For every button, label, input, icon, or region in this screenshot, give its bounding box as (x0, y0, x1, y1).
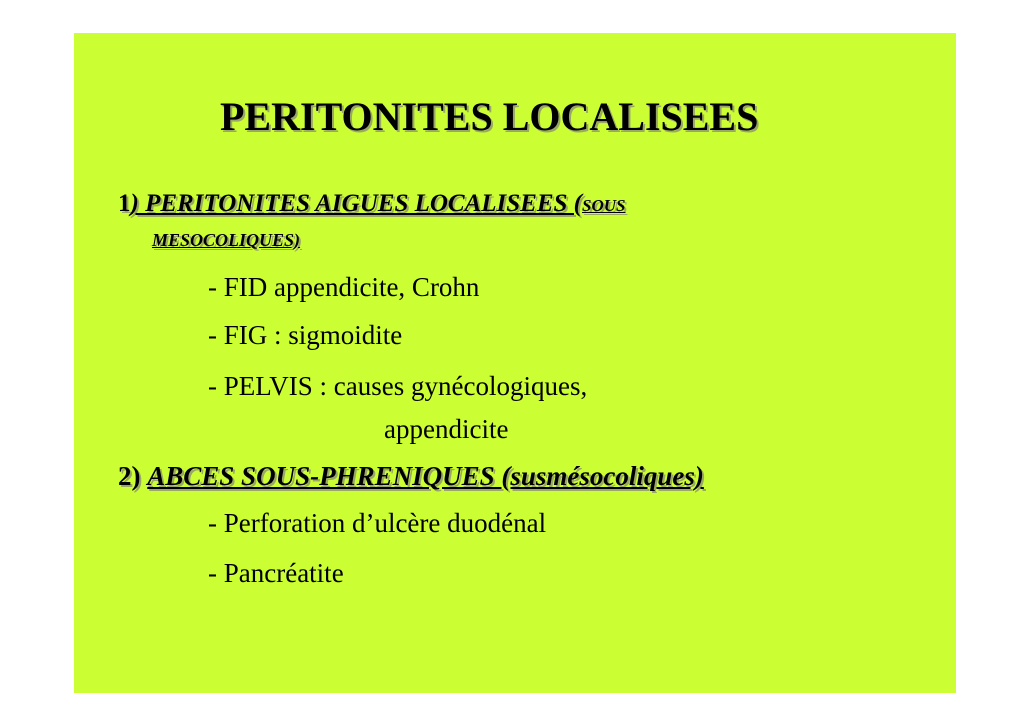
section1-heading-small: SOUS (582, 196, 626, 215)
section1-item-pelvis: - PELVIS : causes gynécologiques, (208, 371, 588, 401)
slide-title: PERITONITES LOCALISEES (220, 94, 759, 139)
section1-heading (118, 191, 625, 216)
section1-number: 1 (118, 190, 131, 217)
section1-item-fig: - FIG : sigmoidite (208, 320, 403, 350)
section1-item-pelvis-cont: appendicite (384, 414, 509, 444)
section1-item-fid: - FID appendicite, Crohn (208, 272, 480, 302)
slide (74, 33, 956, 693)
section2-item-perforation: - Perforation d’ulcère duodénal (208, 508, 547, 538)
section2-heading-text: ABCES SOUS-PHRENIQUES (susmésocoliques) (147, 461, 704, 491)
section2-item-pancreatite: - Pancréatite (208, 558, 344, 588)
section2-number: 2) (118, 461, 148, 491)
section2-heading (118, 463, 704, 490)
section1-heading-text: ) PERITONITES AIGUES LOCALISEES ( (130, 190, 583, 217)
section1-heading-continuation: MESOCOLIQUES) (152, 230, 301, 250)
